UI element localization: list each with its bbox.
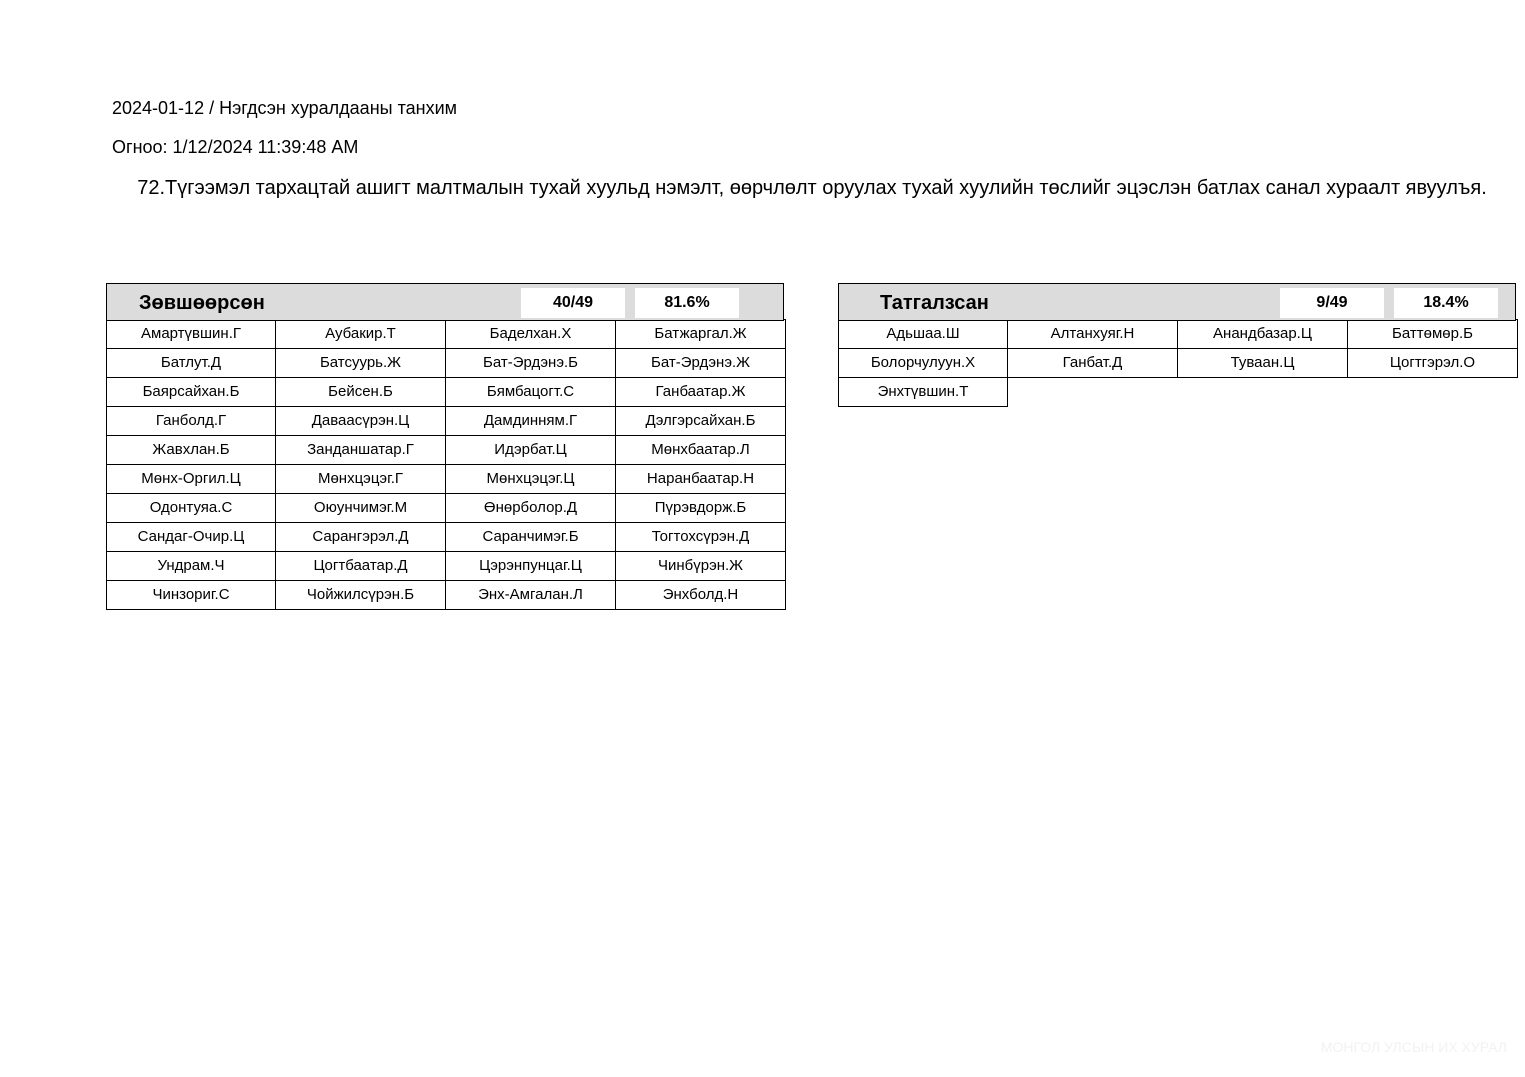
approved-block — [106, 283, 784, 610]
rejected-header — [838, 283, 1516, 321]
approved-member-cell: Наранбаатар.Н — [615, 464, 786, 494]
session-info: 2024-01-12 / Нэгдсэн хуралдааны танхим — [112, 98, 457, 118]
approved-member-cell: Батжаргал.Ж — [615, 319, 786, 349]
rejected-names-grid — [838, 320, 1516, 407]
approved-member-cell: Энх-Амгалан.Л — [445, 580, 616, 610]
rejected-percent: 18.4% — [1394, 288, 1498, 318]
approved-member-cell: Чойжилсүрэн.Б — [275, 580, 446, 610]
approved-member-cell: Цогтбаатар.Д — [275, 551, 446, 581]
approved-member-cell: Одонтуяа.С — [106, 493, 276, 523]
approved-member-cell: Мөнхбаатар.Л — [615, 435, 786, 465]
rejected-title: Татгалзсан — [880, 292, 989, 314]
approved-member-cell: Сандаг-Очир.Ц — [106, 522, 276, 552]
approved-member-cell: Идэрбат.Ц — [445, 435, 616, 465]
approved-member-cell: Аубакир.Т — [275, 319, 446, 349]
approved-member-cell: Батлут.Д — [106, 348, 276, 378]
rejected-count: 9/49 — [1280, 288, 1384, 318]
approved-member-cell: Амартүвшин.Г — [106, 319, 276, 349]
rejected-block — [838, 283, 1516, 407]
approved-member-cell: Бейсен.Б — [275, 377, 446, 407]
approved-member-cell: Саранчимэг.Б — [445, 522, 616, 552]
approved-member-cell: Бат-Эрдэнэ.Б — [445, 348, 616, 378]
approved-member-cell: Бямбацогт.С — [445, 377, 616, 407]
rejected-member-cell: Энхтүвшин.Т — [838, 377, 1008, 407]
approved-member-cell: Энхболд.Н — [615, 580, 786, 610]
rejected-member-cell: Ганбат.Д — [1007, 348, 1178, 378]
approved-member-cell: Ундрам.Ч — [106, 551, 276, 581]
approved-member-cell: Дамдинням.Г — [445, 406, 616, 436]
approved-member-cell: Жавхлан.Б — [106, 435, 276, 465]
rejected-member-cell: Алтанхуяг.Н — [1007, 319, 1178, 349]
approved-member-cell: Мөнхцэцэг.Ц — [445, 464, 616, 494]
approved-count: 40/49 — [521, 288, 625, 318]
approved-member-cell: Занданшатар.Г — [275, 435, 446, 465]
approved-member-cell: Ганбаатар.Ж — [615, 377, 786, 407]
approved-member-cell: Чинзориг.С — [106, 580, 276, 610]
approved-percent: 81.6% — [635, 288, 739, 318]
approved-member-cell: Цэрэнпунцаг.Ц — [445, 551, 616, 581]
approved-title: Зөвшөөрсөн — [139, 292, 265, 314]
approved-header — [106, 283, 784, 321]
rejected-member-cell: Баттөмөр.Б — [1347, 319, 1518, 349]
approved-member-cell: Оюунчимэг.М — [275, 493, 446, 523]
approved-member-cell: Мөнх-Оргил.Ц — [106, 464, 276, 494]
approved-member-cell: Чинбүрэн.Ж — [615, 551, 786, 581]
vote-date: Огноо: 1/12/2024 11:39:48 AM — [112, 137, 359, 157]
approved-member-cell: Дэлгэрсайхан.Б — [615, 406, 786, 436]
approved-names-grid — [106, 320, 784, 610]
approved-member-cell: Ганболд.Г — [106, 406, 276, 436]
approved-member-cell: Баярсайхан.Б — [106, 377, 276, 407]
approved-member-cell: Тогтохсүрэн.Д — [615, 522, 786, 552]
rejected-member-cell: Туваан.Ц — [1177, 348, 1348, 378]
approved-member-cell: Бат-Эрдэнэ.Ж — [615, 348, 786, 378]
approved-member-cell: Батсуурь.Ж — [275, 348, 446, 378]
approved-member-cell: Мөнхцэцэг.Г — [275, 464, 446, 494]
watermark: МОНГОЛ УЛСЫН ИХ ХУРАЛ — [1320, 1039, 1507, 1055]
approved-member-cell: Даваасүрэн.Ц — [275, 406, 446, 436]
rejected-member-cell: Цогтгэрэл.О — [1347, 348, 1518, 378]
approved-member-cell: Сарангэрэл.Д — [275, 522, 446, 552]
approved-member-cell: Пүрэвдорж.Б — [615, 493, 786, 523]
approved-member-cell: Өнөрболор.Д — [445, 493, 616, 523]
rejected-member-cell: Болорчулуун.Х — [838, 348, 1008, 378]
rejected-member-cell: Адьшаа.Ш — [838, 319, 1008, 349]
approved-member-cell: Баделхан.Х — [445, 319, 616, 349]
motion-title: 72.Түгээмэл тархацтай ашигт малтмалын тухай хуульд нэмэлт, өөрчлөлт оруулах тухай хуулийн төслийг эцэслэн батлах санал хураалт явуулъя. — [137, 177, 1487, 199]
rejected-member-cell: Анандбазар.Ц — [1177, 319, 1348, 349]
